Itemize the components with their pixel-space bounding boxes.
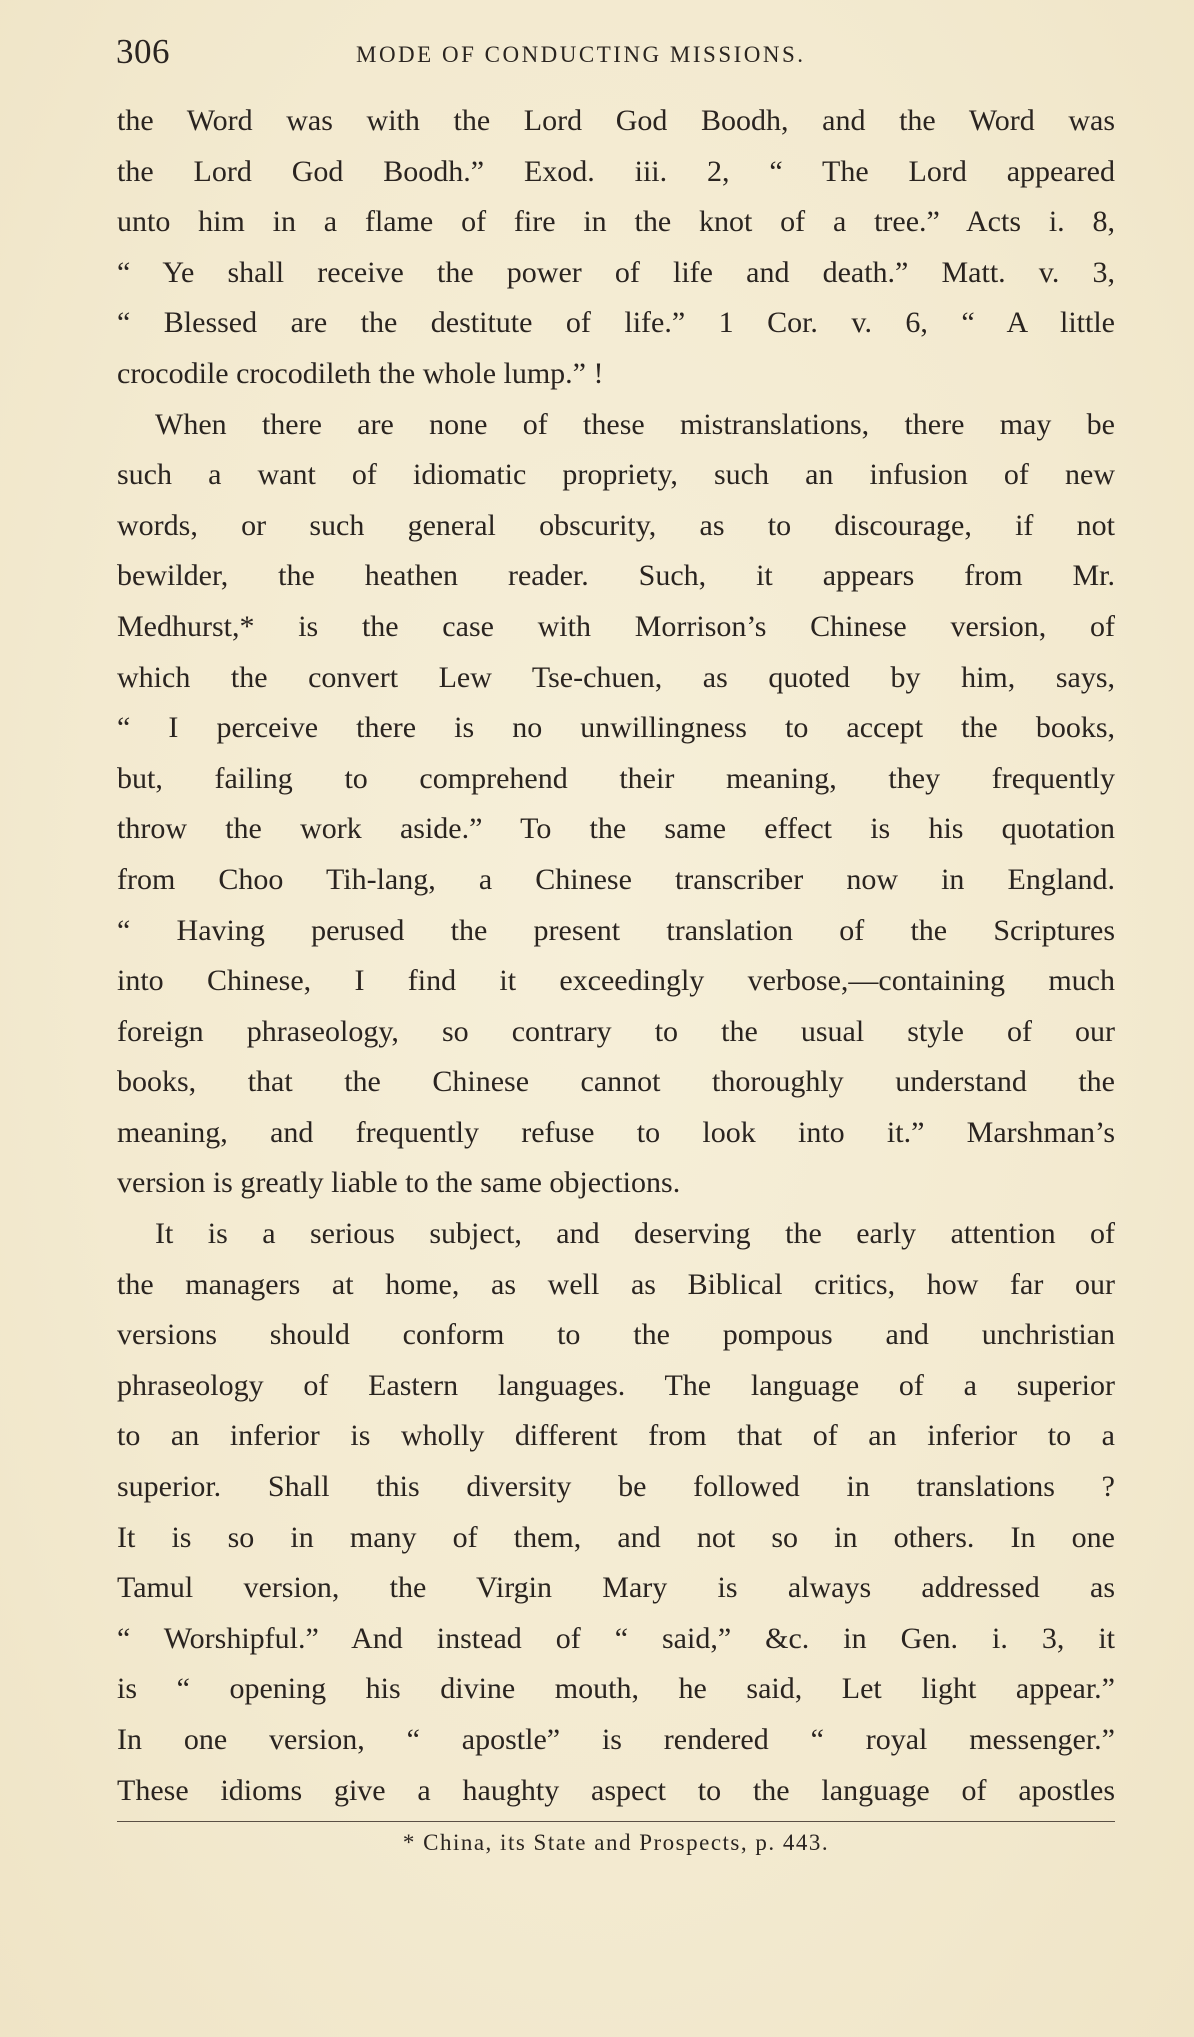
text-line: Medhurst,* is the case with Morrison’s Chinese version, of (117, 609, 1115, 643)
footnote-rule (117, 1821, 1115, 1822)
text-line: foreign phraseology, so contrary to the usual style of our (117, 1014, 1115, 1048)
text-line: but, failing to comprehend their meaning, they frequently (117, 761, 1115, 795)
text-line: such a want of idiomatic propriety, such an infusion of new (117, 458, 1115, 492)
text-line: bewilder, the heathen reader. Such, it appears from Mr. (117, 559, 1115, 593)
text-line: “ I perceive there is no unwillingness to accept the books, (117, 711, 1115, 745)
text-line: the Word was with the Lord God Boodh, and the Word was (117, 104, 1115, 137)
text-line: phraseology of Eastern languages. The language of a superior (117, 1368, 1115, 1402)
text-line: “ Ye shall receive the power of life and death.” Matt. v. 3, (117, 255, 1115, 289)
text-line: unto him in a flame of fire in the knot of a tree.” Acts i. 8, (117, 205, 1115, 239)
text-line: “ Having perused the present translation of the Scriptures (117, 913, 1115, 947)
text-line: which the convert Lew Tse-chuen, as quoted by him, says, (117, 660, 1115, 694)
page-header (116, 28, 1116, 78)
text-line: words, or such general obscurity, as to discourage, if not (117, 508, 1115, 542)
text-line: “ Worshipful.” And instead of “ said,” &c. in Gen. i. 3, it (117, 1621, 1115, 1655)
text-line: crocodile crocodileth the whole lump.” ! (117, 356, 604, 390)
text-line: is “ opening his divine mouth, he said, Let light appear.” (117, 1672, 1115, 1706)
text-line: to an inferior is wholly different from that of an inferior to a (117, 1419, 1115, 1453)
text-line: from Choo Tih-lang, a Chinese transcriber now in England. (117, 862, 1115, 896)
paragraph-start-line: When there are none of these mistranslations, there may be (155, 407, 1115, 441)
text-line: superior. Shall this diversity be followed in translations ? (117, 1470, 1115, 1504)
text-line: version is greatly liable to the same objections. (117, 1166, 681, 1200)
text-line: Tamul version, the Virgin Mary is always addressed as (117, 1571, 1115, 1605)
text-line: throw the work aside.” To the same effect is his quotation (117, 812, 1115, 846)
text-line: books, that the Chinese cannot thoroughly understand the (117, 1065, 1115, 1099)
text-line: into Chinese, I find it exceedingly verbose,—containing much (117, 964, 1115, 998)
footnote: * China, its State and Prospects, p. 443. (402, 1830, 830, 1855)
text-line: versions should conform to the pompous and unchristian (117, 1318, 1115, 1352)
text-line: It is so in many of them, and not so in others. In one (117, 1520, 1115, 1554)
page-number: 306 (116, 32, 170, 71)
text-line: meaning, and frequently refuse to look into it.” Marshman’s (117, 1115, 1115, 1149)
text-line: the Lord God Boodh.” Exod. iii. 2, “ The Lord appeared (117, 154, 1115, 188)
paragraph-start-line: It is a serious subject, and deserving the early attention of (155, 1217, 1115, 1251)
running-head: MODE OF CONDUCTING MISSIONS. (356, 42, 806, 67)
text-line: These idioms give a haughty aspect to the language of apostles (117, 1773, 1115, 1807)
text-line: “ Blessed are the destitute of life.” 1 Cor. v. 6, “ A little (117, 306, 1115, 340)
body-text (117, 96, 1115, 1816)
text-line: the managers at home, as well as Biblical critics, how far our (117, 1267, 1115, 1301)
text-line: In one version, “ apostle” is rendered “ royal messenger.” (117, 1723, 1115, 1756)
